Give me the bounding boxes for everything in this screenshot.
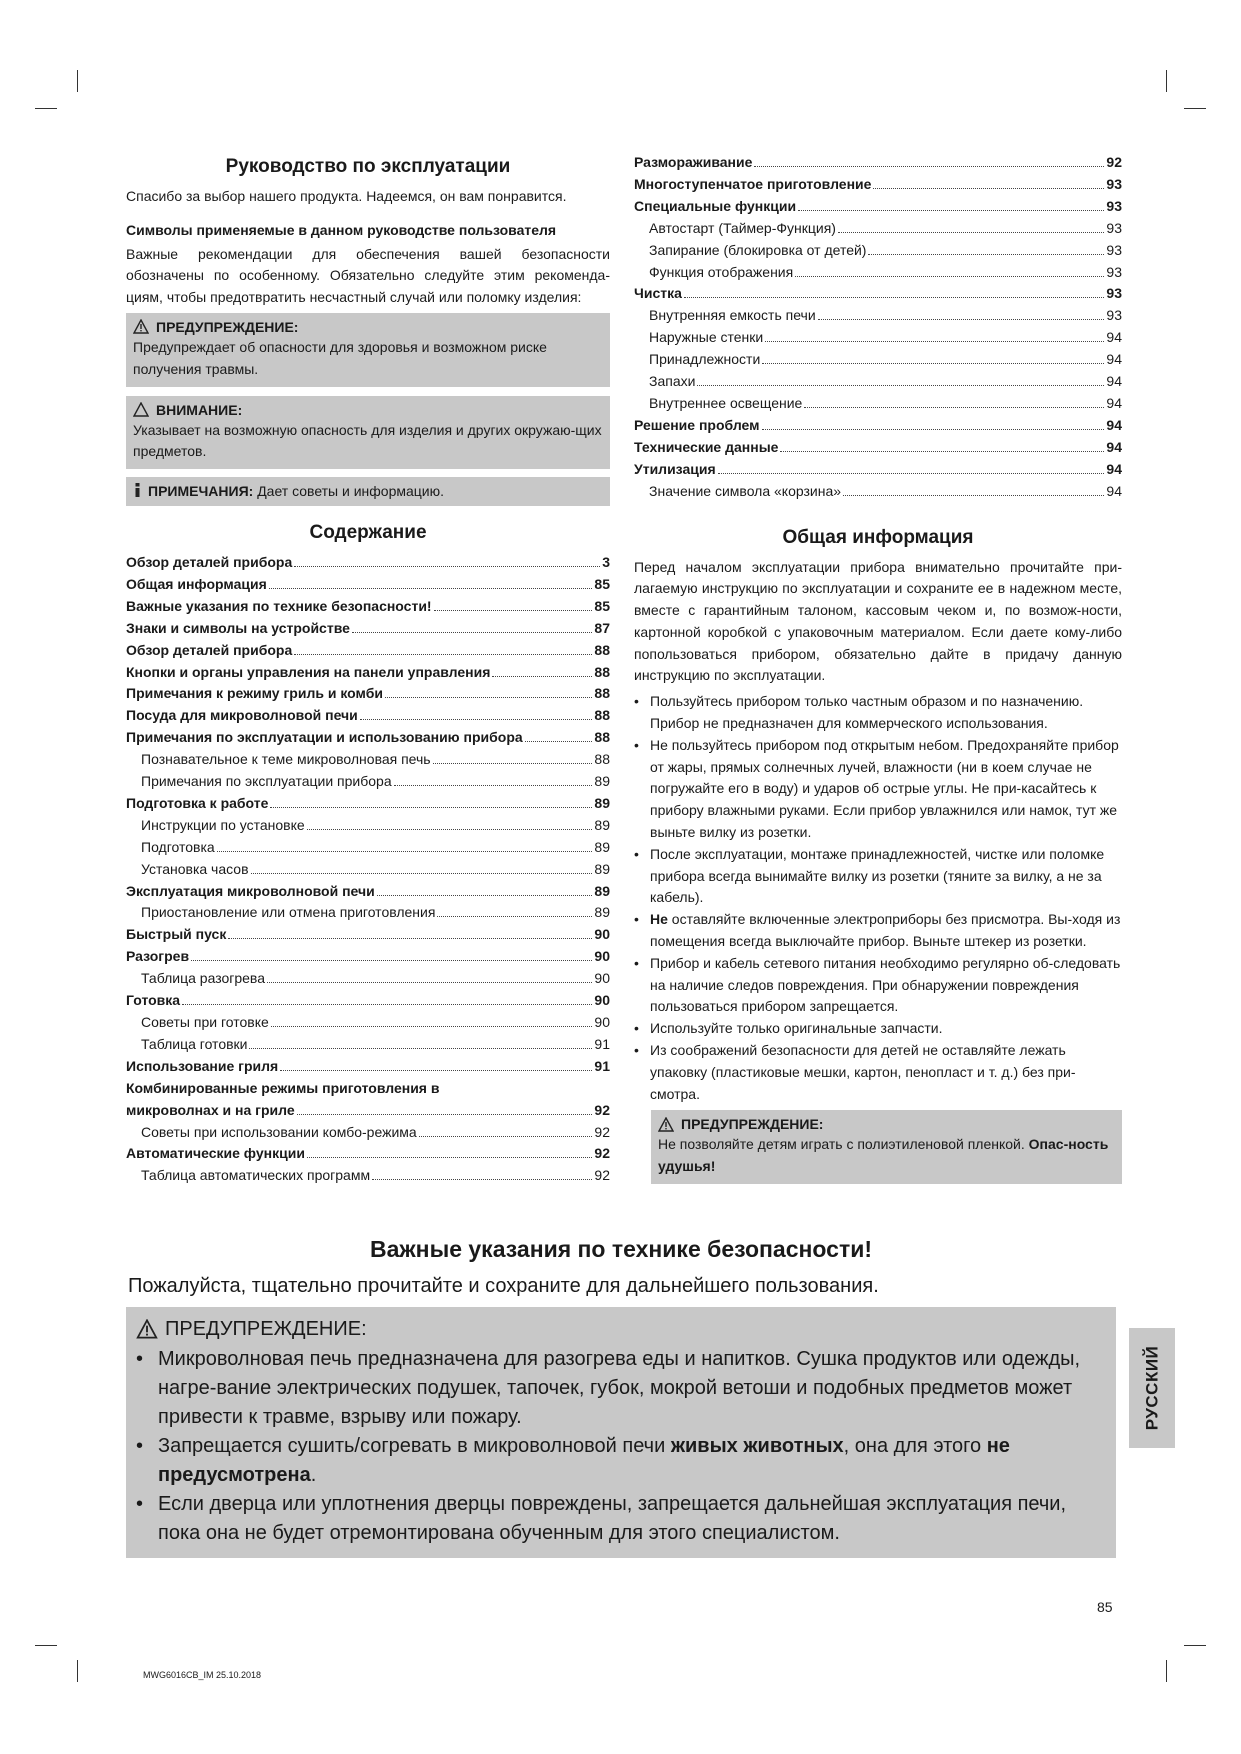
toc-entry: [126, 1122, 610, 1144]
toc-leader-dots: [307, 1157, 592, 1158]
film-warning-box: [651, 1110, 1122, 1184]
film-warning-text: Не позволяйте детям играть с полиэтиленовой пленкой. Опас-ность удушья!: [658, 1136, 1109, 1175]
toc-entry: [634, 371, 1122, 393]
toc-page-number: 94: [1106, 460, 1122, 477]
warning-triangle-icon: [136, 1319, 158, 1339]
toc-leader-dots: [762, 363, 1104, 364]
toc-entry-title: Утилизация: [634, 460, 716, 477]
safety-bullets: [136, 1345, 1106, 1548]
toc-entry-title: Разогрев: [126, 948, 190, 965]
warning-label: ПРЕДУПРЕЖДЕНИЕ:: [165, 1318, 367, 1340]
crop-mark: [1166, 70, 1167, 92]
toc-leader-dots: [868, 254, 1104, 255]
warning-box-title: [133, 317, 603, 337]
toc-entry-title: Обзор деталей прибора: [126, 641, 293, 658]
caution-box: [126, 396, 610, 470]
toc-entry: [634, 349, 1122, 371]
toc-right: [634, 152, 1122, 503]
toc-leader-dots: [804, 407, 1104, 408]
language-tab-label: РУССКИЙ: [1142, 1345, 1161, 1431]
symbols-heading: Символы применяемые в данном руководстве пользователя: [126, 221, 557, 238]
toc-page-number: 88: [594, 663, 610, 680]
toc-entry-title: Автостарт (Таймер-Функция): [649, 219, 836, 236]
list-item: • Используйте только оригинальные запчасти.: [634, 1020, 943, 1037]
toc-leader-dots: [360, 719, 593, 720]
toc-leader-dots: [838, 232, 1104, 233]
toc-leader-dots: [280, 1070, 592, 1071]
toc-left-continued: [126, 1100, 610, 1188]
toc-entry-title: Эксплуатация микроволновой печи: [126, 882, 375, 899]
toc-page-number: 89: [594, 860, 610, 877]
safety-intro: Пожалуйста, тщательно прочитайте и сохраните для дальнейшего пользования.: [128, 1275, 879, 1297]
toc-entry-title: Таблица готовки: [141, 1035, 248, 1052]
toc-entry: [126, 924, 610, 946]
toc-entry: [634, 437, 1122, 459]
toc-entry-title: Размораживание: [634, 154, 753, 170]
toc-entry-title: Установка часов: [141, 860, 249, 877]
toc-entry: [126, 662, 610, 684]
toc-page-number: 94: [1106, 351, 1122, 368]
toc-leader-dots: [270, 807, 592, 808]
toc-entry: [126, 640, 610, 662]
toc-entry: [126, 727, 610, 749]
warning-text: Предупреждает об опасности для здоровья и возможном риске получения травмы.: [133, 338, 547, 377]
toc-leader-dots: [271, 1026, 593, 1027]
toc-leader-dots: [765, 341, 1104, 342]
toc-entry: [634, 196, 1122, 218]
toc-entry: [126, 771, 610, 793]
list-item: • После эксплуатации, монтаже принадлежностей, чистке или поломке прибора всегда вынимайте вилку из розетки (тяните за вилку, а не за кабель).: [634, 845, 1105, 906]
toc-entry-title: Примечания к режиму гриль и комби: [126, 685, 383, 702]
toc-entry: [126, 902, 610, 924]
toc-page-number: 93: [1106, 263, 1122, 280]
toc-leader-dots: [217, 851, 593, 852]
toc-entry-title: микроволнах и на гриле: [126, 1101, 295, 1118]
toc-entry: [126, 1034, 610, 1056]
toc-entry: [126, 793, 610, 815]
toc-entry: [634, 415, 1122, 437]
toc-entry-title: Комбинированные режимы приготовления в: [126, 1079, 440, 1096]
toc-entry-title: Принадлежности: [649, 351, 761, 368]
crop-mark: [1184, 1645, 1206, 1646]
crop-mark: [77, 1660, 78, 1682]
toc-leader-dots: [873, 188, 1104, 189]
toc-entry: [126, 990, 610, 1012]
toc-entry: [126, 968, 610, 990]
note-line: [133, 481, 603, 503]
toc-entry-title: Быстрый пуск: [126, 926, 227, 943]
toc-page-number: 88: [594, 641, 610, 658]
toc-entry: [634, 393, 1122, 415]
crop-mark: [35, 1645, 57, 1646]
toc-entry-title: Чистка: [634, 285, 682, 302]
toc-entry: [126, 1100, 610, 1122]
list-item: • Прибор и кабель сетевого питания необходимо регулярно об-следовать на наличие следов повреждения. При обнаружении повреждения пользоваться прибором запрещается.: [634, 954, 1121, 1015]
toc-entry: [634, 327, 1122, 349]
toc-entry: [126, 881, 610, 903]
toc-entry: [126, 705, 610, 727]
toc-page-number: 93: [1106, 219, 1122, 236]
toc-page-number: 3: [602, 553, 610, 570]
toc-entry: [126, 1012, 610, 1034]
list-item: • Запрещается сушить/согревать в микроволновой печи живых животных, она для этого не предусмотрена.: [136, 1435, 1010, 1486]
toc-left: [126, 552, 610, 1078]
toc-entry: [634, 481, 1122, 503]
toc-entry-title: Примечания по эксплуатации и использованию прибора: [126, 729, 523, 746]
list-item: • Из соображений безопасности для детей не оставляйте лежать упаковку (пластиковые мешки, картон, пенопласт и т. д.) без при-смотра.: [634, 1042, 1076, 1102]
symbols-text: Важные рекомендации для обеспечения вашей безопасности обозначены по особенному. Обязательно следуйте этим рекоменда-циям, чтобы предотвратить несчастный случай или поломку изделия:: [126, 245, 610, 306]
toc-entry: [634, 459, 1122, 481]
crop-mark: [35, 108, 57, 109]
toc-leader-dots: [843, 495, 1104, 496]
toc-page-number: 92: [594, 1101, 610, 1118]
toc-page-number: 94: [1106, 329, 1122, 346]
toc-entry: [126, 552, 610, 574]
toc-page-number: 93: [1106, 197, 1122, 214]
toc-entry-title: Решение проблем: [634, 416, 760, 433]
toc-page-number: 94: [1106, 416, 1122, 433]
toc-page-number: 93: [1106, 241, 1122, 258]
toc-leader-dots: [754, 166, 1104, 167]
toc-entry: [126, 574, 610, 596]
crop-mark: [77, 70, 78, 92]
left-column: [126, 152, 610, 1187]
toc-page-number: 93: [1106, 285, 1122, 302]
toc-combi-line: [126, 1078, 610, 1100]
caution-text: Указывает на возможную опасность для изделия и других окружаю-щих предметов.: [133, 421, 602, 460]
caution-box-title: [133, 400, 603, 420]
thanks-text: Спасибо за выбор нашего продукта. Надеемся, он вам понравится.: [126, 188, 567, 204]
toc-entry-title: Внутренняя емкость печи: [649, 307, 816, 324]
toc-leader-dots: [684, 297, 1105, 298]
contents-title: Содержание: [309, 521, 427, 543]
toc-page-number: 93: [1106, 307, 1122, 324]
warning-label: ПРЕДУПРЕЖДЕНИЕ:: [156, 318, 299, 335]
toc-leader-dots: [297, 1114, 593, 1115]
toc-leader-dots: [780, 451, 1104, 452]
toc-entry-title: Функция отображения: [649, 263, 794, 280]
toc-page-number: 88: [594, 751, 610, 768]
toc-entry-title: Внутреннее освещение: [649, 394, 803, 411]
page-number: 85: [1097, 1599, 1113, 1615]
general-bullets: [634, 691, 1122, 1105]
toc-page-number: 92: [1106, 154, 1122, 170]
toc-entry-title: Запирание (блокировка от детей): [649, 241, 867, 258]
toc-page-number: 91: [594, 1035, 610, 1052]
toc-entry: [126, 618, 610, 640]
toc-page-number: 91: [594, 1057, 610, 1074]
toc-page-number: 90: [594, 992, 610, 1009]
toc-page-number: 89: [594, 882, 610, 899]
general-info-title: Общая информация: [782, 526, 974, 548]
list-item: • Не пользуйтесь прибором под открытым небом. Предохраняйте прибор от жары, прямых солнечных лучей, влажности (ни в коем случае не погружайте его в воду) и ударов об острые углы. Не при-касайтесь к прибору влажными руками. Если прибор увлажнился или намок, тут же выньте вилку из розетки.: [634, 736, 1119, 841]
toc-leader-dots: [294, 566, 600, 567]
toc-entry: [634, 262, 1122, 284]
toc-entry-title: Использование гриля: [126, 1057, 279, 1074]
toc-page-number: 89: [594, 773, 610, 790]
toc-entry-title: Инструкции по установке: [141, 816, 305, 833]
toc-entry-title: Общая информация: [126, 575, 267, 592]
toc-entry: [634, 240, 1122, 262]
toc-leader-dots: [251, 873, 593, 874]
toc-entry-title: Приостановление или отмена приготовления: [141, 904, 436, 921]
toc-entry-title: Наружные стенки: [649, 329, 764, 346]
toc-entry-title: Специальные функции: [634, 197, 797, 214]
warning-triangle-icon: [658, 1117, 674, 1132]
info-icon: [133, 483, 142, 497]
toc-leader-dots: [818, 319, 1105, 320]
toc-leader-dots: [434, 610, 593, 611]
toc-leader-dots: [394, 785, 593, 786]
toc-entry: [634, 305, 1122, 327]
note-box: [126, 477, 610, 506]
toc-entry-title: Значение символа «корзина»: [649, 482, 842, 499]
toc-page-number: 90: [594, 970, 610, 987]
toc-leader-dots: [372, 1179, 592, 1180]
toc-entry: [126, 1143, 610, 1165]
toc-leader-dots: [267, 982, 592, 983]
toc-entry-title: Познавательное к теме микроволновая печь: [141, 751, 431, 768]
toc-entry-title: Советы при готовке: [141, 1014, 269, 1030]
toc-entry-title: Таблица автоматических программ: [141, 1167, 371, 1184]
toc-entry-title: Таблица разогрева: [141, 970, 265, 987]
toc-page-number: 94: [1106, 394, 1122, 411]
toc-entry: [126, 815, 610, 837]
toc-page-number: 94: [1106, 373, 1122, 390]
toc-entry-title: Автоматические функции: [126, 1145, 305, 1162]
toc-leader-dots: [525, 741, 593, 742]
toc-leader-dots: [182, 1004, 592, 1005]
warning-triangle-icon: [133, 319, 149, 334]
crop-mark: [1184, 108, 1206, 109]
toc-leader-dots: [191, 960, 592, 961]
toc-entry: [126, 596, 610, 618]
toc-page-number: 89: [594, 816, 610, 833]
toc-page-number: 92: [594, 1123, 610, 1140]
list-item: • Если дверца или уплотнения дверцы повреждены, запрещается дальнейшая эксплуатация печи, пока она не будет отремонтирована обученным для этого специалистом.: [136, 1493, 1067, 1544]
toc-page-number: 88: [594, 729, 610, 746]
toc-page-number: 89: [594, 794, 610, 811]
toc-entry-title: Технические данные: [634, 438, 779, 455]
safety-section: [126, 1233, 1116, 1558]
toc-leader-dots: [718, 473, 1105, 474]
toc-entry-title: Кнопки и органы управления на панели управления: [126, 663, 491, 680]
toc-page-number: 90: [594, 926, 610, 943]
toc-page-number: 92: [594, 1145, 610, 1162]
toc-page-number: 94: [1106, 438, 1122, 455]
warning-box: [126, 313, 610, 387]
toc-entry-title: Посуда для микроволновой печи: [126, 707, 358, 724]
toc-leader-dots: [352, 632, 593, 633]
toc-page-number: 94: [1106, 482, 1122, 499]
right-column: [634, 152, 1122, 1184]
toc-leader-dots: [228, 938, 592, 939]
list-item: • Не оставляйте включенные электроприборы без присмотра. Вы-ходя из помещения всегда выключайте прибор. Выньте штекер из розетки.: [634, 911, 1121, 950]
toc-page-number: 89: [594, 838, 610, 855]
toc-entry-title: Подготовка к работе: [126, 794, 269, 811]
toc-entry-title: Подготовка: [141, 838, 215, 855]
caution-triangle-icon: [133, 402, 149, 417]
toc-page-number: 93: [1106, 175, 1122, 192]
toc-entry-title: Готовка: [126, 992, 181, 1009]
toc-leader-dots: [377, 895, 593, 896]
toc-entry: [634, 152, 1122, 174]
safety-title: Важные указания по технике безопасности!: [369, 1236, 873, 1262]
toc-entry-title: Многоступенчатое приготовление: [634, 175, 872, 192]
caution-label: ВНИМАНИЕ:: [156, 401, 243, 418]
toc-leader-dots: [385, 697, 592, 698]
toc-entry-title: Примечания по эксплуатации прибора: [141, 773, 392, 790]
toc-entry: [126, 1056, 610, 1078]
toc-leader-dots: [294, 654, 592, 655]
toc-entry: [634, 174, 1122, 196]
toc-leader-dots: [697, 385, 1104, 386]
toc-entry: [126, 749, 610, 771]
toc-entry-title: Важные указания по технике безопасности!: [126, 597, 432, 614]
toc-entry-title: Запахи: [649, 373, 696, 390]
footer-code: MWG6016CB_IM 25.10.2018: [143, 1670, 262, 1680]
toc-entry: [126, 1165, 610, 1187]
toc-entry: [126, 859, 610, 881]
toc-entry: [634, 218, 1122, 240]
toc-leader-dots: [269, 588, 593, 589]
toc-entry: [126, 946, 610, 968]
toc-leader-dots: [433, 763, 593, 764]
toc-entry: [634, 283, 1122, 305]
toc-page-number: 87: [594, 619, 610, 636]
toc-leader-dots: [492, 676, 592, 677]
general-intro: Перед началом эксплуатации прибора внимательно прочитайте при-лагаемую инструкцию по эксплуатации и сохраните ее в надежном месте, вместе с гарантийным талоном, кассовым чеком и, по возмож-ности, картонной коробкой с упаковочным материалом. Если даете кому-либо попользоваться прибором, обязательно дайте в придачу данную инструкцию по эксплуатации.: [634, 558, 1122, 684]
toc-page-number: 90: [594, 1014, 610, 1030]
toc-leader-dots: [307, 829, 593, 830]
toc-page-number: 88: [594, 707, 610, 724]
warning-label: ПРЕДУПРЕЖДЕНИЕ:: [681, 1116, 824, 1133]
toc-leader-dots: [762, 429, 1105, 430]
toc-page-number: 89: [594, 904, 610, 921]
toc-page-number: 88: [594, 685, 610, 702]
toc-entry-title: Знаки и символы на устройстве: [126, 619, 350, 636]
toc-entry: [126, 683, 610, 705]
manual-title: Руководство по эксплуатации: [225, 156, 511, 177]
toc-leader-dots: [798, 210, 1104, 211]
toc-leader-dots: [437, 916, 592, 917]
language-tab: [1129, 1328, 1175, 1448]
list-item: • Пользуйтесь прибором только частным образом и по назначению. Прибор не предназначен для коммерческого использования.: [634, 693, 1084, 732]
toc-page-number: 92: [594, 1167, 610, 1184]
list-item: • Микроволновая печь предназначена для разогрева еды и напитков. Сушка продуктов или одежды, нагре-вание электрических подушек, тапочек, губок, мокрой ветоши и подобных предметов может привести к травме, взрыву или пожару.: [136, 1348, 1081, 1428]
toc-page-number: 90: [594, 948, 610, 965]
toc-entry: [126, 837, 610, 859]
toc-entry-title: Советы при использовании комбо-режима: [141, 1123, 417, 1140]
toc-page-number: 85: [594, 575, 610, 592]
note-text: Дает советы и информацию.: [253, 483, 444, 500]
note-label: ПРИМЕЧАНИЯ:: [148, 483, 254, 500]
toc-leader-dots: [795, 276, 1104, 277]
crop-mark: [1166, 1660, 1167, 1682]
safety-warning-box: [126, 1307, 1116, 1558]
toc-entry-title: Обзор деталей прибора: [126, 553, 293, 570]
toc-leader-dots: [249, 1048, 592, 1049]
toc-page-number: 85: [594, 597, 610, 614]
toc-leader-dots: [419, 1136, 593, 1137]
